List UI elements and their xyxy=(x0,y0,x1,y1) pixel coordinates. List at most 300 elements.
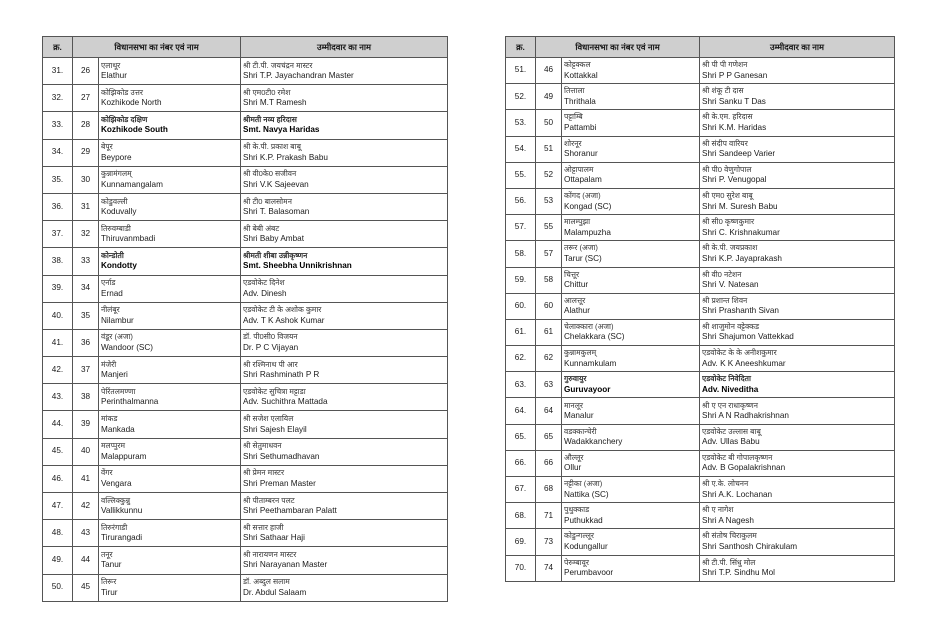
constituency-cell xyxy=(562,162,700,188)
constituency-cell xyxy=(562,136,700,162)
constituency-name-hindi: एलाथूर xyxy=(101,60,121,70)
constituency-cell xyxy=(562,84,700,110)
table-row xyxy=(506,136,895,162)
constituency-name-english: Kunnamangalam xyxy=(101,179,163,189)
constituency-cell xyxy=(99,193,241,220)
candidate-cell xyxy=(241,58,448,85)
constituency-number: 33 xyxy=(73,248,99,275)
serial-number: 61. xyxy=(506,319,536,345)
candidate-name-hindi: श्री एम0 सुरेश बाबू xyxy=(702,191,753,201)
candidate-cell xyxy=(241,384,448,411)
table-row xyxy=(506,529,895,555)
constituency-number: 53 xyxy=(536,188,562,214)
constituency-cell xyxy=(99,166,241,193)
table-row xyxy=(43,411,448,438)
serial-number: 55. xyxy=(506,162,536,188)
table-row xyxy=(43,574,448,601)
candidate-name-english: Shri Santhosh Chirakulam xyxy=(702,541,798,551)
candidate-cell xyxy=(700,293,895,319)
candidate-cell xyxy=(700,398,895,424)
constituency-cell xyxy=(99,248,241,275)
candidate-table-left xyxy=(42,36,448,602)
constituency-name-english: Tarur (SC) xyxy=(564,253,602,263)
serial-number: 54. xyxy=(506,136,536,162)
constituency-name-english: Alathur xyxy=(564,306,590,316)
serial-number: 62. xyxy=(506,346,536,372)
candidate-cell xyxy=(241,166,448,193)
constituency-cell xyxy=(562,110,700,136)
constituency-number: 57 xyxy=(536,241,562,267)
constituency-number: 49 xyxy=(536,84,562,110)
candidate-name-english: Shri K.P. Jayaprakash xyxy=(702,253,782,263)
candidate-name-hindi: श्री एम0टी0 रमेश xyxy=(243,87,291,97)
constituency-cell xyxy=(99,221,241,248)
constituency-name-hindi: चित्तूर xyxy=(564,269,580,279)
candidate-name-english: Smt. Sheebha Unnikrishnan xyxy=(243,261,352,271)
constituency-number: 62 xyxy=(536,346,562,372)
serial-number: 64. xyxy=(506,398,536,424)
constituency-number: 30 xyxy=(73,166,99,193)
constituency-number: 64 xyxy=(536,398,562,424)
constituency-name-english: Mankada xyxy=(101,424,135,434)
candidate-name-english: Shri K.M. Haridas xyxy=(702,122,767,132)
candidate-name-hindi: श्री सजेश एलायिल xyxy=(243,414,294,424)
constituency-name-hindi: मांकड xyxy=(101,414,118,424)
constituency-number: 52 xyxy=(536,162,562,188)
constituency-cell xyxy=(99,520,241,547)
table-row xyxy=(43,520,448,547)
candidate-cell xyxy=(700,319,895,345)
constituency-name-hindi: तित्ताला xyxy=(564,86,585,96)
constituency-cell xyxy=(562,58,700,84)
constituency-cell xyxy=(562,241,700,267)
constituency-name-english: Manjeri xyxy=(101,370,128,380)
constituency-name-hindi: वल्लिक्कुन्नु xyxy=(101,495,131,505)
constituency-cell xyxy=(562,503,700,529)
serial-number: 32. xyxy=(43,85,73,112)
table-row xyxy=(506,503,895,529)
candidate-name-hindi: श्री रश्मिनाथ पी आर xyxy=(243,359,298,369)
constituency-name-hindi: तिरुरंगाडी xyxy=(101,522,128,532)
candidate-name-english: Shri T.P. Sindhu Mol xyxy=(702,568,775,578)
constituency-name-hindi: ओट्टापालम xyxy=(564,164,594,174)
candidate-cell xyxy=(241,465,448,492)
constituency-name-english: Kondotty xyxy=(101,261,137,271)
candidate-name-hindi: श्री ए.के. लोचनन xyxy=(702,479,749,489)
table-row xyxy=(506,267,895,293)
candidate-cell xyxy=(700,162,895,188)
constituency-name-hindi: वंडूर (अजा) xyxy=(101,332,133,342)
constituency-cell xyxy=(99,438,241,465)
constituency-name-hindi: बेपूर xyxy=(101,142,113,152)
serial-number: 34. xyxy=(43,139,73,166)
candidate-name-hindi: श्री टी.पी. जयचंद्रन मास्टर xyxy=(243,60,313,70)
constituency-number: 63 xyxy=(536,372,562,398)
candidate-name-hindi: श्री शंकू टी दास xyxy=(702,86,744,96)
constituency-number: 74 xyxy=(536,555,562,581)
constituency-name-english: Malampuzha xyxy=(564,227,611,237)
candidate-name-english: Shri Prashanth Sivan xyxy=(702,306,779,316)
header-serial: क्र. xyxy=(506,37,536,58)
table-row xyxy=(506,477,895,503)
table-row xyxy=(43,329,448,356)
candidate-name-english: Shri C. Krishnakumar xyxy=(702,227,780,237)
candidate-cell xyxy=(700,84,895,110)
candidate-name-english: Shri V.K Sajeevan xyxy=(243,179,309,189)
serial-number: 66. xyxy=(506,450,536,476)
candidate-name-hindi: श्री टी0 बालसोमन xyxy=(243,196,292,206)
constituency-cell xyxy=(562,398,700,424)
candidate-name-hindi: श्रीमती नव्य हरिदास xyxy=(243,114,297,124)
candidate-cell xyxy=(241,329,448,356)
serial-number: 47. xyxy=(43,493,73,520)
candidate-cell xyxy=(700,58,895,84)
constituency-cell xyxy=(99,329,241,356)
candidate-name-hindi: श्रीमती शीबा उन्नीकृष्णन xyxy=(243,250,308,260)
serial-number: 53. xyxy=(506,110,536,136)
constituency-name-english: Manalur xyxy=(564,411,594,421)
constituency-name-english: Guruvayoor xyxy=(564,384,611,394)
constituency-name-english: Ollur xyxy=(564,463,582,473)
candidate-name-hindi: श्री टी.पी. सिंधु मोल xyxy=(702,557,756,567)
serial-number: 69. xyxy=(506,529,536,555)
candidate-name-english: Shri T.P. Jayachandran Master xyxy=(243,71,354,81)
constituency-name-english: Ottapalam xyxy=(564,175,602,185)
table-row xyxy=(43,166,448,193)
constituency-cell xyxy=(562,450,700,476)
constituency-name-english: Thrithala xyxy=(564,96,596,106)
constituency-name-hindi: मालम्पुझा xyxy=(564,217,591,227)
candidate-name-hindi: श्री पीताम्बरन पलट xyxy=(243,495,295,505)
constituency-name-english: Ernad xyxy=(101,288,123,298)
constituency-number: 38 xyxy=(73,384,99,411)
constituency-name-english: Kunnamkulam xyxy=(564,358,617,368)
table-row xyxy=(506,215,895,241)
constituency-cell xyxy=(99,275,241,302)
table-body xyxy=(43,58,448,602)
candidate-name-english: Shri Shajumon Vattekkad xyxy=(702,332,794,342)
constituency-number: 41 xyxy=(73,465,99,492)
table-row xyxy=(506,319,895,345)
serial-number: 65. xyxy=(506,424,536,450)
constituency-name-english: Kongad (SC) xyxy=(564,201,612,211)
constituency-number: 73 xyxy=(536,529,562,555)
candidate-name-hindi: श्री पी पी गणेशन xyxy=(702,60,748,70)
table-row xyxy=(506,241,895,267)
serial-number: 68. xyxy=(506,503,536,529)
table-row xyxy=(43,438,448,465)
serial-number: 33. xyxy=(43,112,73,139)
constituency-name-english: Chittur xyxy=(564,280,589,290)
serial-number: 38. xyxy=(43,248,73,275)
table-row xyxy=(43,248,448,275)
candidate-cell xyxy=(700,424,895,450)
constituency-name-english: Elathur xyxy=(101,71,127,81)
constituency-name-english: Kodungallur xyxy=(564,541,608,551)
constituency-number: 31 xyxy=(73,193,99,220)
constituency-name-hindi: शोरनूर xyxy=(564,138,582,148)
candidate-name-english: Shri Narayanan Master xyxy=(243,560,328,570)
constituency-cell xyxy=(562,346,700,372)
candidate-cell xyxy=(241,221,448,248)
candidate-cell xyxy=(241,411,448,438)
constituency-cell xyxy=(562,293,700,319)
candidate-name-hindi: श्री वी0के0 सजीवन xyxy=(243,169,297,179)
constituency-number: 43 xyxy=(73,520,99,547)
candidate-name-hindi: एडवोकेट टी के अशोक कुमार xyxy=(243,305,322,315)
constituency-number: 28 xyxy=(73,112,99,139)
candidate-name-english: Adv. Niveditha xyxy=(702,384,759,394)
serial-number: 67. xyxy=(506,477,536,503)
constituency-cell xyxy=(562,267,700,293)
table-row xyxy=(43,58,448,85)
constituency-name-hindi: तरूर (अजा) xyxy=(564,243,598,253)
candidate-name-english: Shri Sandeep Varier xyxy=(702,149,776,159)
candidate-name-hindi: श्री संदीप वारियर xyxy=(702,138,748,148)
serial-number: 52. xyxy=(506,84,536,110)
constituency-cell xyxy=(99,547,241,574)
candidate-name-english: Shri Sajesh Elayil xyxy=(243,424,307,434)
constituency-number: 39 xyxy=(73,411,99,438)
candidate-name-hindi: श्री प्रेमन मास्टर xyxy=(243,468,285,478)
candidate-cell xyxy=(700,503,895,529)
serial-number: 43. xyxy=(43,384,73,411)
constituency-number: 58 xyxy=(536,267,562,293)
candidate-cell xyxy=(241,493,448,520)
constituency-cell xyxy=(99,493,241,520)
candidate-name-hindi: डॉ. पी0सी0 विजयन xyxy=(243,332,298,342)
table-row xyxy=(506,110,895,136)
constituency-name-hindi: तिरुवम्बाडी xyxy=(101,223,131,233)
serial-number: 45. xyxy=(43,438,73,465)
header-serial: क्र. xyxy=(43,37,73,58)
constituency-number: 68 xyxy=(536,477,562,503)
constituency-cell xyxy=(99,112,241,139)
constituency-name-hindi: मंजेरी xyxy=(101,359,117,369)
candidate-cell xyxy=(241,520,448,547)
constituency-number: 40 xyxy=(73,438,99,465)
candidate-name-english: Dr. Abdul Salaam xyxy=(243,587,307,597)
serial-number: 37. xyxy=(43,221,73,248)
serial-number: 51. xyxy=(506,58,536,84)
candidate-cell xyxy=(700,188,895,214)
candidate-name-english: Adv. B Gopalakrishnan xyxy=(702,463,786,473)
candidate-cell xyxy=(700,136,895,162)
serial-number: 50. xyxy=(43,574,73,601)
table-row xyxy=(506,84,895,110)
candidate-name-hindi: एडवोकेट निवेदिता xyxy=(702,374,751,384)
constituency-name-english: Perumbavoor xyxy=(564,568,614,578)
table-row xyxy=(506,162,895,188)
table-row xyxy=(506,346,895,372)
candidate-name-english: Shri M. Suresh Babu xyxy=(702,201,778,211)
constituency-number: 50 xyxy=(536,110,562,136)
candidate-name-hindi: श्री प्रशान्त शिवन xyxy=(702,295,748,305)
constituency-name-hindi: आलत्तूर xyxy=(564,295,586,305)
constituency-cell xyxy=(562,319,700,345)
candidate-name-english: Dr. P C Vijayan xyxy=(243,342,299,352)
serial-number: 31. xyxy=(43,58,73,85)
candidate-cell xyxy=(700,110,895,136)
constituency-name-english: Beypore xyxy=(101,152,132,162)
candidate-name-english: Adv. K K Aneeshkumar xyxy=(702,358,786,368)
candidate-name-english: Adv. T K Ashok Kumar xyxy=(243,315,325,325)
candidate-cell xyxy=(700,346,895,372)
table-row xyxy=(506,293,895,319)
constituency-name-hindi: पेरिंतलमण्णा xyxy=(101,386,136,396)
candidate-name-hindi: एडवोकेट दिनेश xyxy=(243,278,285,288)
constituency-name-hindi: कोंगद (अजा) xyxy=(564,191,601,201)
candidate-name-hindi: श्री वी0 नटेशन xyxy=(702,269,742,279)
candidate-name-hindi: श्री सत्तार हाजी xyxy=(243,522,284,532)
candidate-name-hindi: श्री के.पी. प्रकाश बाबू xyxy=(243,142,301,152)
constituency-number: 37 xyxy=(73,357,99,384)
constituency-name-english: Tirur xyxy=(101,587,118,597)
constituency-cell xyxy=(99,465,241,492)
serial-number: 57. xyxy=(506,215,536,241)
candidate-cell xyxy=(241,547,448,574)
candidate-name-hindi: श्री बेबी अंबट xyxy=(243,223,280,233)
constituency-number: 36 xyxy=(73,329,99,356)
candidate-cell xyxy=(241,302,448,329)
constituency-name-english: Malappuram xyxy=(101,451,147,461)
constituency-number: 44 xyxy=(73,547,99,574)
serial-number: 49. xyxy=(43,547,73,574)
candidate-name-hindi: श्री सेतुमाधवन xyxy=(243,441,282,451)
candidate-name-english: Shri Sanku T Das xyxy=(702,96,766,106)
candidate-cell xyxy=(700,372,895,398)
candidate-name-hindi: श्री ए नागेश xyxy=(702,505,734,515)
candidate-name-hindi: एडवोकेट सुचित्रा मट्टाडा xyxy=(243,386,306,396)
constituency-name-hindi: कोझिकोड उत्तर xyxy=(101,87,143,97)
constituency-name-english: Vallikkunnu xyxy=(101,506,143,516)
candidate-name-english: Shri P P Ganesan xyxy=(702,70,768,80)
candidate-name-english: Shri Sathaar Haji xyxy=(243,533,305,543)
candidate-name-english: Shri Peethambaran Palatt xyxy=(243,506,337,516)
serial-number: 46. xyxy=(43,465,73,492)
constituency-name-english: Kozhikode South xyxy=(101,125,168,135)
constituency-name-english: Thiruvanmbadi xyxy=(101,234,156,244)
candidate-cell xyxy=(700,241,895,267)
candidate-name-english: Adv. Ullas Babu xyxy=(702,437,760,447)
candidate-name-hindi: एडवोकेट बी गोपालकृष्णन xyxy=(702,452,773,462)
serial-number: 35. xyxy=(43,166,73,193)
candidate-name-hindi: श्री सी0 कृष्णकुमार xyxy=(702,217,755,227)
constituency-cell xyxy=(99,139,241,166)
constituency-cell xyxy=(562,477,700,503)
constituency-name-english: Tanur xyxy=(101,560,122,570)
candidate-name-english: Shri A N Radhakrishnan xyxy=(702,411,789,421)
constituency-cell xyxy=(562,372,700,398)
serial-number: 63. xyxy=(506,372,536,398)
serial-number: 48. xyxy=(43,520,73,547)
constituency-name-english: Tirurangadi xyxy=(101,533,143,543)
candidate-name-hindi: श्री के.एम. हरिदास xyxy=(702,112,753,122)
constituency-name-english: Kottakkal xyxy=(564,70,598,80)
candidate-cell xyxy=(700,450,895,476)
constituency-name-hindi: पट्टाम्बि xyxy=(564,112,583,122)
candidate-cell xyxy=(241,193,448,220)
serial-number: 60. xyxy=(506,293,536,319)
candidate-name-english: Shri P. Venugopal xyxy=(702,175,767,185)
candidate-cell xyxy=(700,477,895,503)
serial-number: 42. xyxy=(43,357,73,384)
constituency-cell xyxy=(99,85,241,112)
constituency-name-hindi: औल्लूर xyxy=(564,452,584,462)
candidate-cell xyxy=(700,555,895,581)
constituency-name-hindi: गुरुवायुर xyxy=(564,374,587,384)
candidate-table-right xyxy=(505,36,895,582)
table-row xyxy=(506,372,895,398)
serial-number: 58. xyxy=(506,241,536,267)
constituency-name-english: Kozhikode North xyxy=(101,98,162,108)
constituency-name-english: Puthukkad xyxy=(564,515,603,525)
candidate-name-english: Shri Preman Master xyxy=(243,478,316,488)
candidate-name-hindi: एडवोकेट उल्लास बाबू xyxy=(702,426,761,436)
constituency-name-hindi: कोन्डोती xyxy=(101,250,124,260)
serial-number: 56. xyxy=(506,188,536,214)
candidate-name-english: Shri A.K. Lochanan xyxy=(702,489,773,499)
table-row xyxy=(43,85,448,112)
header-candidate: उम्मीदवार का नाम xyxy=(241,37,448,58)
constituency-number: 34 xyxy=(73,275,99,302)
constituency-name-hindi: चेलाक्कारा (अजा) xyxy=(564,321,614,331)
constituency-name-hindi: नट्टीका (अजा) xyxy=(564,479,603,489)
constituency-name-hindi: पेरुम्बावूर xyxy=(564,557,589,567)
constituency-cell xyxy=(562,424,700,450)
constituency-name-hindi: तिरूर xyxy=(101,577,117,587)
serial-number: 40. xyxy=(43,302,73,329)
candidate-cell xyxy=(241,139,448,166)
serial-number: 39. xyxy=(43,275,73,302)
constituency-name-hindi: वेंगर xyxy=(101,468,113,478)
candidate-cell xyxy=(700,267,895,293)
constituency-name-english: Koduvally xyxy=(101,207,137,217)
candidate-name-hindi: श्री नारायणन मास्टर xyxy=(243,549,297,559)
candidate-cell xyxy=(241,248,448,275)
constituency-cell xyxy=(562,555,700,581)
table-body xyxy=(506,58,895,582)
candidate-name-hindi: डॉ. अब्दुल सलाम xyxy=(243,577,290,587)
candidate-name-english: Shri Sethumadhavan xyxy=(243,451,320,461)
candidate-cell xyxy=(700,215,895,241)
table-row xyxy=(43,302,448,329)
table-row xyxy=(506,58,895,84)
candidate-name-hindi: श्री संतोष चिराकुलम xyxy=(702,531,757,541)
constituency-cell xyxy=(99,58,241,85)
table-row xyxy=(506,188,895,214)
constituency-name-hindi: वडक्कान्चेरी xyxy=(564,426,597,436)
candidate-name-english: Shri K.P. Prakash Babu xyxy=(243,152,328,162)
candidate-cell xyxy=(241,438,448,465)
constituency-cell xyxy=(99,384,241,411)
constituency-name-english: Nattika (SC) xyxy=(564,489,609,499)
table-row xyxy=(506,450,895,476)
constituency-name-hindi: पुथुक्काड xyxy=(564,505,590,515)
candidate-cell xyxy=(241,574,448,601)
constituency-name-english: Wadakkanchery xyxy=(564,437,623,447)
table-row xyxy=(43,221,448,248)
candidate-name-english: Shri T. Balasoman xyxy=(243,207,310,217)
candidate-cell xyxy=(241,357,448,384)
constituency-number: 55 xyxy=(536,215,562,241)
candidate-name-english: Shri Rashminath P R xyxy=(243,370,320,380)
constituency-name-english: Perinthalmanna xyxy=(101,397,159,407)
constituency-name-hindi: कोट्टक्कल xyxy=(564,60,591,70)
table-header-row xyxy=(43,37,448,58)
serial-number: 59. xyxy=(506,267,536,293)
candidate-name-english: Shri V. Natesan xyxy=(702,280,759,290)
